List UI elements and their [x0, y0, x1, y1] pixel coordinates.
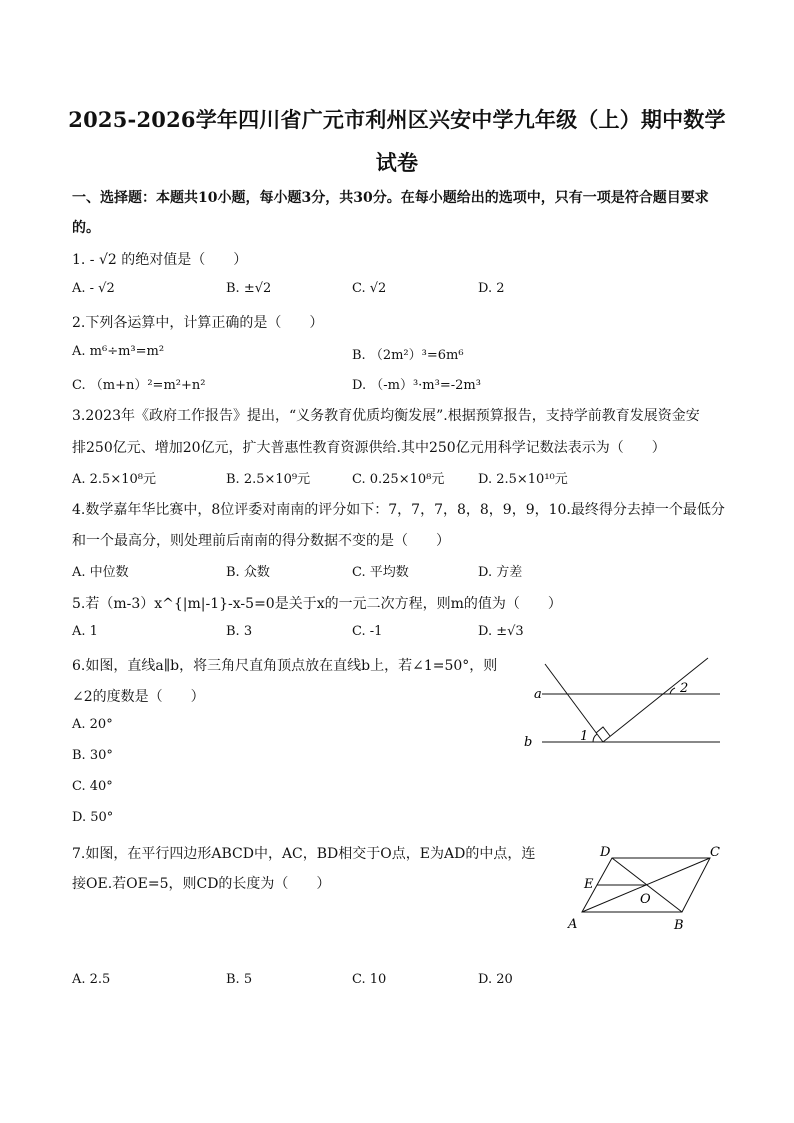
q7-option-b[interactable]: B. 5	[226, 972, 253, 987]
q2-option-a[interactable]: A. m⁶÷m³=m²	[72, 344, 165, 359]
q5-option-d[interactable]: D. ±√3	[478, 624, 524, 639]
label-O: O	[640, 892, 651, 907]
label-E: E	[584, 877, 594, 892]
q5-option-c[interactable]: C. -1	[352, 624, 383, 639]
q1-option-d[interactable]: D. 2	[478, 281, 505, 296]
exam-title-line1: 2025-2026学年四川省广元市利州区兴安中学九年级（上）期中数学	[68, 107, 726, 132]
question-3-stem-line2: 排250亿元、增加20亿元，扩大普惠性教育资源供给.其中250亿元用科学记数法表示为（ ）	[72, 440, 666, 456]
q6-option-d[interactable]: D. 50°	[72, 810, 114, 825]
question-6-stem-line2: ∠2的度数是（ ）	[72, 689, 205, 705]
q7-option-a[interactable]: A. 2.5	[72, 972, 111, 987]
triangle-leg-left	[545, 664, 603, 742]
question-4-stem-line1: 4.数学嘉年华比赛中，8位评委对南南的评分如下：7，7，7，8，8，9，9，10.最终得分去掉一个最低分	[72, 502, 725, 518]
q4-option-a[interactable]: A. 中位数	[72, 565, 129, 580]
q1-option-c[interactable]: C. √2	[352, 281, 387, 296]
q6-option-b[interactable]: B. 30°	[72, 748, 113, 763]
label-C: C	[710, 845, 720, 860]
q3-option-b[interactable]: B. 2.5×10⁹元	[226, 472, 311, 487]
q7-parallelogram-figure	[560, 840, 732, 936]
q3-option-a[interactable]: A. 2.5×10⁸元	[72, 472, 156, 487]
q1-option-a[interactable]: A. - √2	[72, 281, 115, 296]
q6-option-a[interactable]: A. 20°	[72, 717, 113, 732]
question-1-stem: 1. - √2 的绝对值是（ ）	[72, 252, 248, 268]
q5-option-b[interactable]: B. 3	[226, 624, 253, 639]
q7-option-c[interactable]: C. 10	[352, 972, 387, 987]
question-7-stem-line2: 接OE.若OE=5，则CD的长度为（ ）	[72, 876, 331, 892]
q3-option-d[interactable]: D. 2.5×10¹⁰元	[478, 472, 568, 487]
question-2-stem: 2.下列各运算中，计算正确的是（ ）	[72, 315, 324, 331]
q2-option-b[interactable]: B. （2m²）³=6m⁶	[352, 348, 464, 363]
q4-option-b[interactable]: B. 众数	[226, 565, 270, 580]
exam-title-line2: 试卷	[375, 150, 419, 175]
question-7-stem-line1: 7.如图，在平行四边形ABCD中，AC，BD相交于O点，E为AD的中点，连	[72, 846, 536, 862]
label-A: A	[568, 917, 578, 932]
label-D: D	[600, 845, 611, 860]
q2-option-c[interactable]: C. （m+n）²=m²+n²	[72, 378, 206, 393]
label-b: b	[524, 735, 533, 750]
label-B: B	[674, 918, 684, 933]
question-3-stem-line1: 3.2023年《政府工作报告》提出，“义务教育优质均衡发展”.根据预算报告，支持学前教育发展资金安	[72, 408, 700, 424]
q6-parallel-lines-figure	[520, 652, 732, 762]
label-a: a	[534, 687, 542, 702]
question-6-stem-line1: 6.如图，直线a∥b，将三角尺直角顶点放在直线b上，若∠1=50°，则	[72, 658, 498, 674]
label-angle-2: 2	[680, 681, 689, 696]
label-angle-1: 1	[580, 729, 589, 744]
question-4-stem-line2: 和一个最高分，则处理前后南南的得分数据不变的是（ ）	[72, 533, 450, 549]
q2-option-d[interactable]: D. （-m）³·m³=-2m³	[352, 378, 481, 393]
q4-option-d[interactable]: D. 方差	[478, 565, 523, 580]
q3-option-c[interactable]: C. 0.25×10⁸元	[352, 472, 445, 487]
angle-2-arc	[670, 688, 675, 694]
q5-option-a[interactable]: A. 1	[72, 624, 98, 639]
question-5-stem: 5.若（m-3）x^{|m|-1}-x-5=0是关于x的一元二次方程，则m的值为（ ）	[72, 596, 562, 612]
triangle-leg-right	[603, 658, 708, 742]
angle-1-arc	[593, 734, 597, 742]
q4-option-c[interactable]: C. 平均数	[352, 565, 409, 580]
section-heading: 一、选择题：本题共10小题，每小题3分，共30分。在每小题给出的选项中，只有一项是符合题目要求	[72, 190, 709, 206]
section-heading-cont: 的。	[72, 220, 100, 236]
q6-option-c[interactable]: C. 40°	[72, 779, 113, 794]
q1-option-b[interactable]: B. ±√2	[226, 281, 272, 296]
q7-option-d[interactable]: D. 20	[478, 972, 513, 987]
